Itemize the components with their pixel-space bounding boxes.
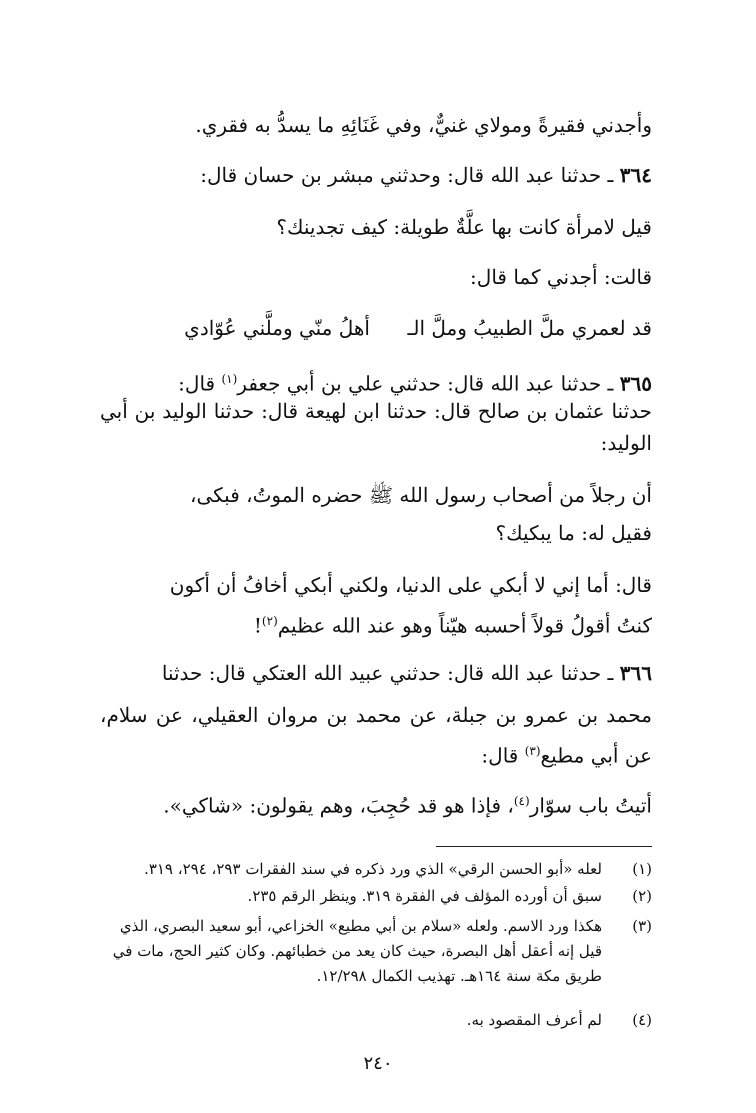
- footnote-ref: (١): [221, 372, 238, 386]
- text-line: [496, 518, 652, 548]
- hadith-number: ٣٦٦: [619, 661, 652, 685]
- footnote-text: لعله «أبو الحسن الرقي» الذي ورد ذكره في سند الفقرات ٢٩٣، ٢٩٤، ٣١٩.: [144, 860, 602, 878]
- text-line: [190, 480, 652, 510]
- text-line: [100, 396, 652, 426]
- footnote-text: لم أعرف المقصود به.: [466, 1011, 602, 1029]
- text-line: [100, 700, 652, 730]
- text: الوليد:: [600, 431, 652, 455]
- text: وأجدني فقيرةً ومولاي غنيٌّ، وفي غَنَائِهِ ما يسدُّ به فقري.: [195, 113, 652, 137]
- footnote-number: (٢): [632, 887, 652, 905]
- hadith-number: ٣٦٥: [619, 371, 652, 396]
- footnote-3: [96, 914, 652, 989]
- footnote-text: هكذا ورد الاسم. ولعله «سلام بن أبي مطيع» الخزاعي، أبو سعيد البصري، الذي قيل إنه أعقل أهل البصرة، حيث كان يعد من خطبائهم. وكان كثير الحج، مات في طريق مكة سنة ١٦٤هـ. تهذيب الكمال ١٢/٢٩٨.: [112, 917, 602, 985]
- text: كنتُ أقولُ قولاً أحسبه هيّناً وهو عند الله عظيم: [277, 613, 652, 638]
- text: محمد بن عمرو بن جبلة، عن محمد بن مروان العقيلي، عن سلام،: [100, 703, 652, 727]
- text: ، فإذا هو قد حُجِبَ، وهم يقولون: «شاكي».: [163, 793, 514, 818]
- text-line: [601, 428, 652, 458]
- hadith-heading-364: [200, 160, 652, 190]
- footnote-text: سبق أن أورده المؤلف في الفقرة ٣١٩. وينظر الرقم ٢٣٥.: [247, 887, 602, 905]
- text-line: [470, 262, 652, 292]
- text: قال:: [178, 371, 222, 396]
- hadith-heading-365: [178, 364, 652, 399]
- footnote-number: (٤): [632, 1011, 652, 1029]
- text: أتيتُ باب سوّار: [529, 793, 652, 818]
- footnote-2: [96, 884, 652, 909]
- footnote-ref: (٣): [524, 744, 541, 758]
- text: قال: أما إني لا أبكي على الدنيا، ولكني أبكي أخافُ أن أكون: [169, 573, 652, 597]
- verse-hemistich-first: قد لعمري ملَّ الطبيبُ وملَّ الـ: [407, 316, 652, 340]
- text: فقيل له: ما يبكيك؟: [495, 521, 652, 545]
- text-line: [481, 736, 652, 771]
- text-line: [276, 212, 652, 242]
- footnote-number: (١): [632, 860, 652, 878]
- text: حدثنا عثمان بن صالح قال: حدثنا ابن لهيعة قال: حدثنا الوليد بن أبي: [100, 399, 652, 423]
- footnote-number: (٣): [632, 917, 652, 935]
- text-line: [195, 110, 652, 140]
- text-line: [254, 606, 652, 641]
- text: ـ حدثنا عبد الله قال: حدثني عبيد الله العتكي قال: حدثنا: [161, 661, 614, 685]
- text: ـ حدثنا عبد الله قال: وحدثني مبشر بن حسان قال:: [200, 163, 614, 187]
- footnote-1: [96, 857, 652, 882]
- text-line: [163, 786, 652, 821]
- hadith-heading-366: [162, 658, 652, 688]
- footnote-4: [96, 1008, 652, 1033]
- footnote-ref: (٤): [513, 794, 530, 808]
- page-number: ٢٤٠: [363, 1053, 393, 1074]
- text: قالت: أجدني كما قال:: [470, 265, 652, 289]
- text: قيل لامرأة كانت بها علَّةٌ طويلة: كيف تجدينك؟: [276, 215, 652, 239]
- text: قال:: [481, 743, 525, 768]
- text: أن رجلاً من أصحاب رسول الله ﷺ حضره الموتُ، فبكى،: [190, 483, 652, 507]
- text: ـ حدثنا عبد الله قال: حدثني علي بن أبي جعفر: [237, 371, 614, 396]
- verse-hemistich-second: أهلُ منّي وملَّني عُوّادي: [184, 316, 370, 340]
- text: عن أبي مطيع: [540, 743, 652, 768]
- hadith-number: ٣٦٤: [619, 163, 652, 187]
- footnote-ref: (٢): [261, 614, 278, 628]
- text: !: [253, 613, 262, 638]
- text-line: [170, 570, 652, 600]
- footnote-separator: [436, 846, 652, 847]
